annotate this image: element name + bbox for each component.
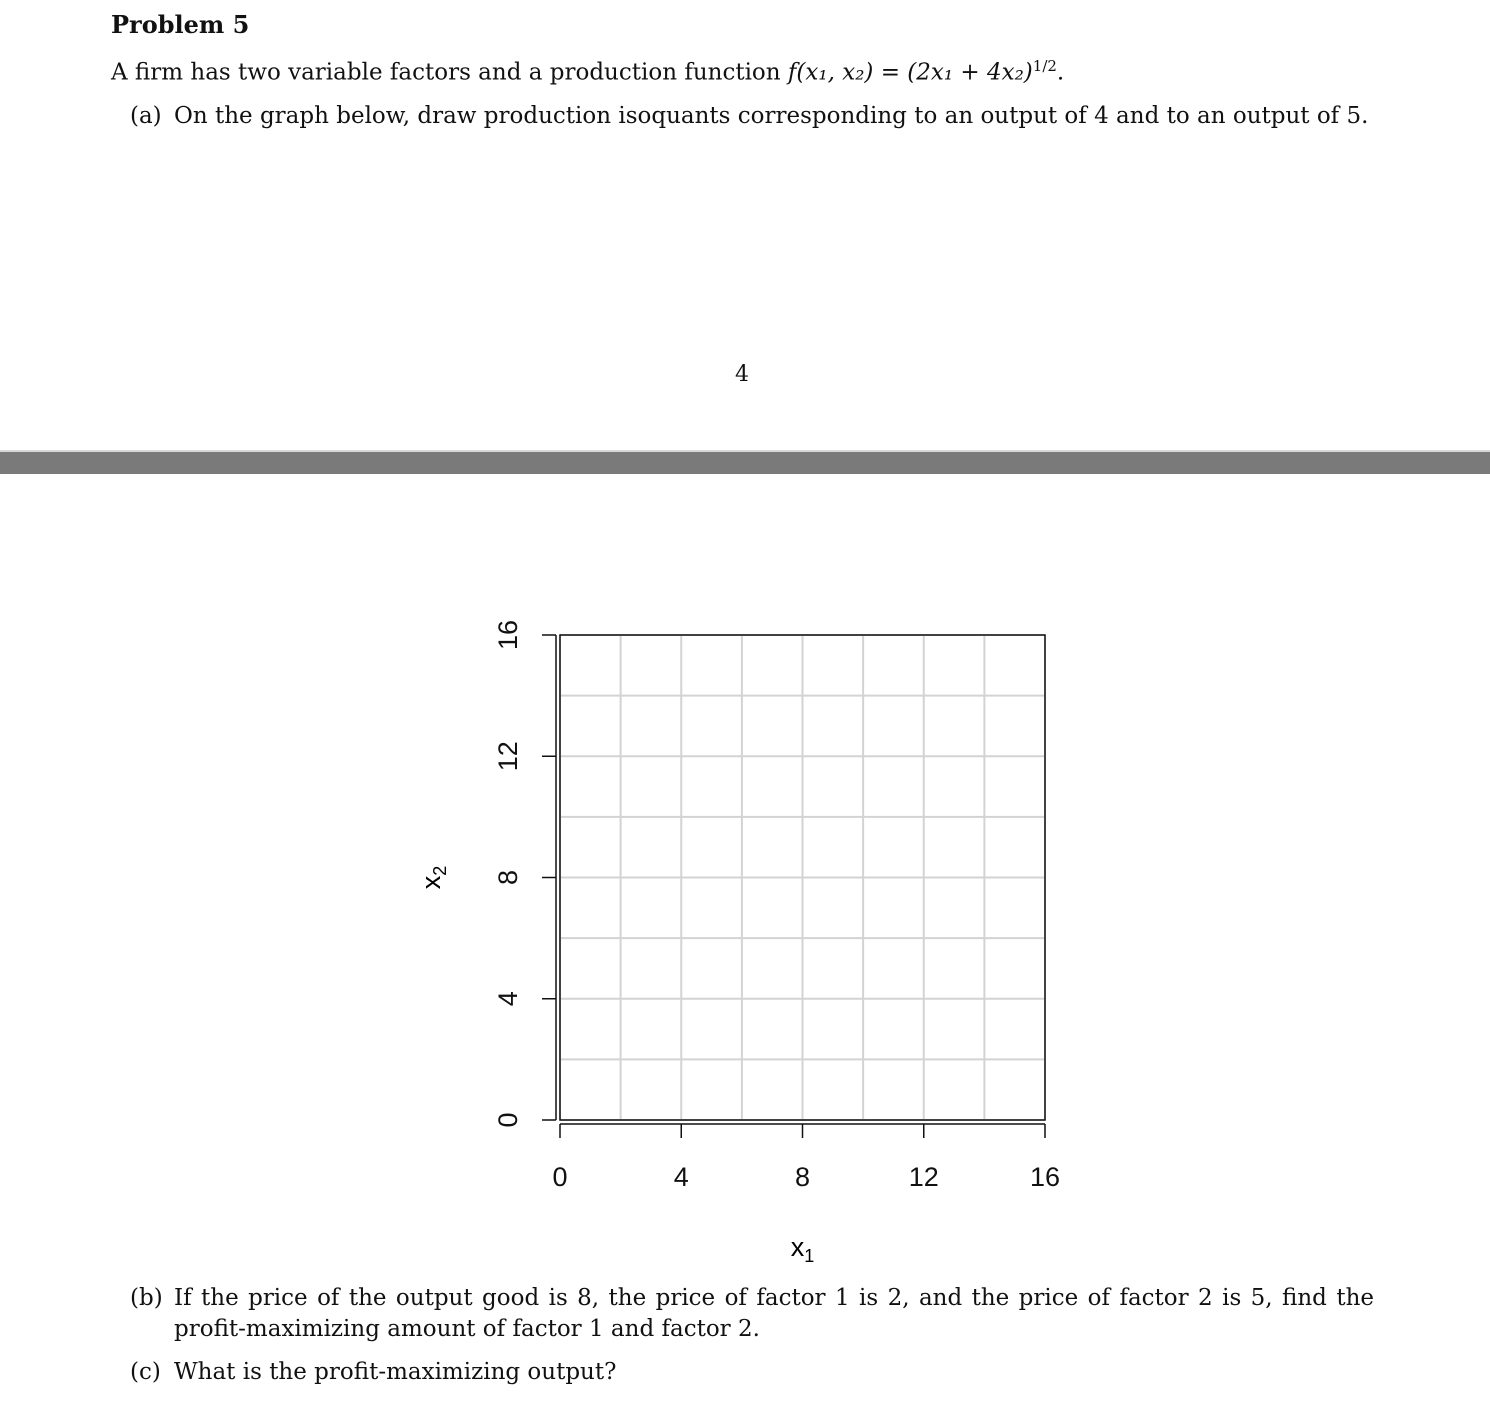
part-c [130,1359,616,1385]
y-axis-label-var: x [416,875,446,890]
page-divider [0,450,1490,474]
production-function: f(x₁, x₂) = (2x₁ + 4x₂) [787,59,1033,86]
part-c-label: (c) [130,1359,161,1385]
y-axis-label [416,866,450,890]
isoquant-graph[interactable] [0,580,1490,1280]
function-exponent: 1/2 [1032,57,1057,75]
x-tick-label: 16 [1029,1162,1061,1192]
intro-end: . [1056,59,1065,86]
y-tick-label: 12 [493,741,523,772]
part-b-label: (b) [130,1285,163,1311]
part-a [130,103,1368,129]
problem-title: Problem 5 [111,10,250,39]
x-tick-label: 4 [673,1162,689,1192]
x-axis-label-sub: 1 [804,1246,815,1266]
intro-text: A firm has two variable factors and a production function [111,59,781,86]
y-axis-label-sub: 2 [430,865,450,876]
x-tick-label: 8 [794,1162,811,1192]
x-tick-label: 12 [908,1162,939,1192]
part-a-label: (a) [130,103,162,129]
part-b-text: If the price of the output good is 8, the price of factor 1 is 2, and the price of factor 2 is 5, find the profit-maximizing amount of factor 1 and factor 2. [174,1285,1374,1342]
y-tick-label: 8 [493,869,523,886]
page-number: 4 [735,362,749,387]
y-tick-label: 4 [493,991,523,1007]
x-axis-label-var: x [790,1232,805,1262]
problem-intro [111,57,1064,86]
x-axis-label [791,1232,815,1266]
part-b [130,1283,1374,1345]
part-a-text: On the graph below, draw production isoquants corresponding to an output of 4 and to an output of 5. [174,103,1369,129]
y-tick-label: 0 [493,1112,523,1128]
x-tick-label: 0 [552,1162,568,1192]
y-tick-label: 16 [493,619,523,651]
part-c-text: What is the profit-maximizing output? [174,1359,617,1385]
